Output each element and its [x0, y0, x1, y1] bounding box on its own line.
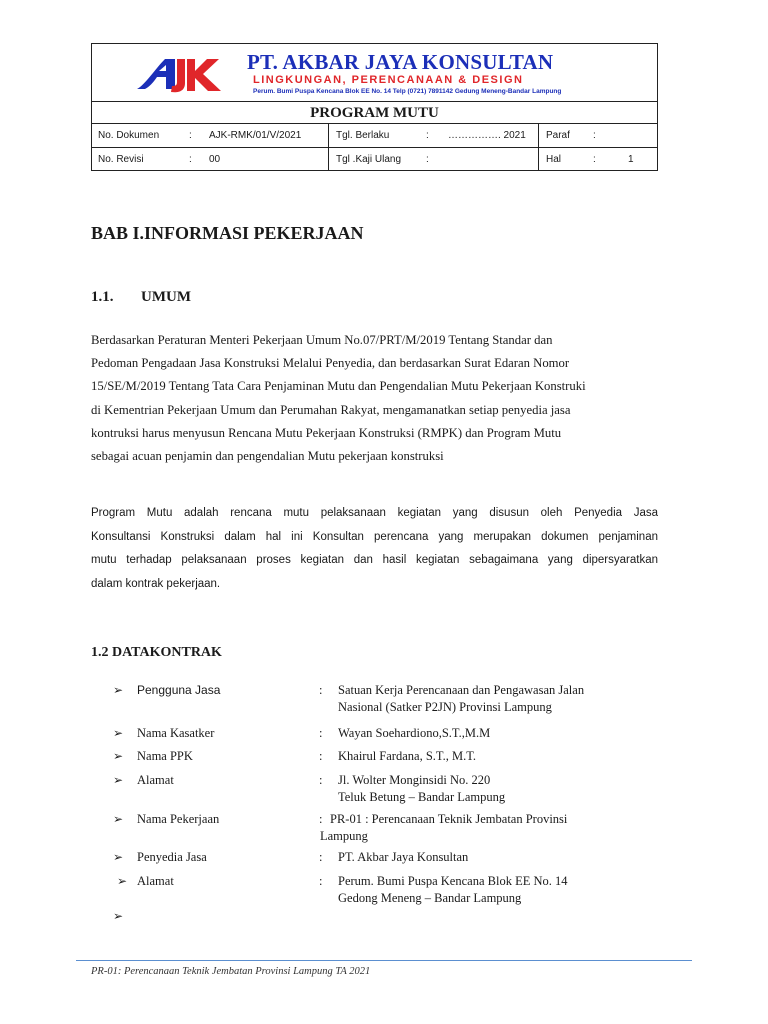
contract-colon: :: [319, 874, 323, 888]
paragraph-line: Program Mutu adalah rencana mutu pelaksanaan kegiatan yang disusun oleh Penyedia Jasa: [91, 507, 658, 519]
contract-colon: :: [319, 812, 323, 826]
revision-label: No. Revisi: [98, 154, 144, 165]
arrow-bullet-icon: ➢: [113, 749, 124, 763]
document-title: PROGRAM MUTU: [310, 105, 439, 121]
paragraph-umum: [91, 329, 658, 468]
contract-label: Nama Kasatker: [137, 726, 215, 740]
valid-date-label: Tgl. Berlaku: [336, 130, 390, 141]
contract-value-line: Satuan Kerja Perencanaan dan Pengawasan Jalan: [338, 683, 585, 697]
paragraph-line: dalam kontrak pekerjaan.: [91, 577, 221, 590]
document-title-row: [92, 102, 657, 124]
doc-number-label: No. Dokumen: [98, 130, 160, 141]
contract-value-line: PT. Akbar Jaya Konsultan: [338, 850, 469, 864]
contract-colon: :: [319, 749, 323, 763]
contract-label: Pengguna Jasa: [137, 683, 221, 697]
contract-colon: :: [319, 773, 323, 787]
contract-value-line: Jl. Wolter Monginsidi No. 220: [338, 773, 491, 787]
arrow-bullet-icon: ➢: [113, 909, 124, 923]
paragraph-line: Pedoman Pengadaan Jasa Konstruksi Melalui Penyedia, dan berdasarkan Surat Edaran Nomor: [91, 356, 570, 371]
contract-label: Alamat: [137, 773, 174, 787]
page-footer: PR-01: Perencanaan Teknik Jembatan Provinsi Lampung TA 2021: [91, 966, 371, 977]
contract-value-line: Perum. Bumi Puspa Kencana Blok EE No. 14: [338, 874, 568, 888]
doc-number-colon: :: [189, 130, 192, 141]
valid-date-colon: :: [426, 130, 429, 141]
contract-value-line: Gedong Meneng – Bandar Lampung: [338, 890, 522, 905]
contract-value-line: Wayan Soehardiono,S.T.,M.M: [338, 726, 491, 740]
contract-colon: :: [319, 683, 323, 697]
revision-colon: :: [189, 154, 192, 165]
paragraph-line: di Kementrian Pekerjaan Umum dan Perumahan Rakyat, mengamanatkan setiap penyedia jasa: [91, 402, 571, 417]
paraf-colon: :: [593, 130, 596, 141]
contract-value: [338, 849, 468, 866]
review-date-label: Tgl .Kaji Ulang: [336, 154, 402, 165]
company-tagline: LINGKUNGAN, PERENCANAAN & DESIGN: [253, 74, 524, 86]
contract-value: [338, 772, 505, 805]
company-logo-icon: [135, 55, 223, 95]
contract-value-line: Khairul Fardana, S.T., M.T.: [338, 749, 477, 763]
paragraph-line: sebagai acuan penjamin dan pengendalian Mutu pekerjaan konstruksi: [91, 449, 444, 464]
table-divider: [328, 124, 329, 171]
contract-label: Nama PPK: [137, 749, 193, 763]
section-title: UMUM: [141, 289, 191, 305]
contract-value-line: Nasional (Satker P2JN) Provinsi Lampung: [338, 699, 552, 714]
arrow-bullet-icon: ➢: [113, 812, 124, 826]
contract-value-line: PR-01 : Perencanaan Teknik Jembatan Provinsi: [330, 812, 568, 826]
section-heading-umum: [91, 289, 191, 306]
company-banner: [92, 44, 657, 102]
arrow-bullet-icon: ➢: [113, 726, 124, 740]
review-date-colon: :: [426, 154, 429, 165]
contract-value: [338, 748, 476, 765]
valid-date-value: ……………. 2021: [448, 130, 526, 141]
contract-value-line: Teluk Betung – Bandar Lampung: [338, 789, 506, 804]
meta-row-revision: [92, 148, 657, 172]
contract-colon: :: [319, 726, 323, 740]
paragraph-line: Konsultansi Konstruksi dalam hal ini Konsultan perencana yang merupakan dokumen penjaminan: [91, 530, 658, 543]
revision-value: 00: [209, 154, 221, 165]
meta-row-document: [92, 124, 657, 148]
contract-value: [320, 811, 567, 844]
paragraph-program-mutu: [91, 502, 658, 596]
arrow-bullet-icon: ➢: [113, 773, 124, 787]
arrow-bullet-icon: ➢: [117, 874, 128, 888]
arrow-bullet-icon: ➢: [113, 850, 124, 864]
paragraph-line: mutu terhadap pelaksanaan proses kegiatan dan hasil kegiatan sebagaimana yang dipersyaratkan: [91, 554, 658, 566]
paraf-label: Paraf: [546, 130, 570, 141]
paragraph-line: kontruksi harus menyusun Rencana Mutu Pekerjaan Konstruksi (RMPK) dan Program Mutu: [91, 425, 562, 440]
section-heading-datakontrak: 1.2 DATAKONTRAK: [91, 645, 222, 660]
document-header-table: [91, 43, 658, 171]
arrow-bullet-icon: ➢: [113, 683, 124, 697]
doc-number-value: AJK-RMK/01/V/2021: [209, 130, 302, 141]
contract-label: Alamat: [137, 874, 174, 888]
contract-value-line: Lampung: [320, 828, 368, 843]
footer-divider: [76, 960, 692, 961]
page-label: Hal: [546, 154, 562, 165]
contract-label: Nama Pekerjaan: [137, 812, 220, 826]
contract-colon: :: [319, 850, 323, 864]
table-divider: [538, 124, 539, 171]
contract-value: [338, 873, 568, 906]
contract-value: [338, 682, 584, 715]
paragraph-line: Berdasarkan Peraturan Menteri Pekerjaan Umum No.07/PRT/M/2019 Tentang Standar dan: [91, 333, 553, 347]
company-name: PT. AKBAR JAYA KONSULTAN: [247, 50, 554, 74]
page-value: 1: [628, 154, 634, 165]
page-colon: :: [593, 154, 596, 165]
chapter-title: BAB I.INFORMASI PEKERJAAN: [91, 223, 364, 243]
contract-value: [338, 725, 490, 742]
paragraph-line: 15/SE/M/2019 Tentang Tata Cara Penjaminan Mutu dan Pengendalian Mutu Pekerjaan Konstruki: [91, 379, 586, 394]
contract-label: Penyedia Jasa: [137, 850, 207, 864]
company-address: Perum. Bumi Puspa Kencana Blok EE No. 14 Telp (0721) 7891142 Gedung Meneng-Bandar Lampung: [253, 88, 562, 95]
section-number: 1.1.: [91, 289, 114, 305]
